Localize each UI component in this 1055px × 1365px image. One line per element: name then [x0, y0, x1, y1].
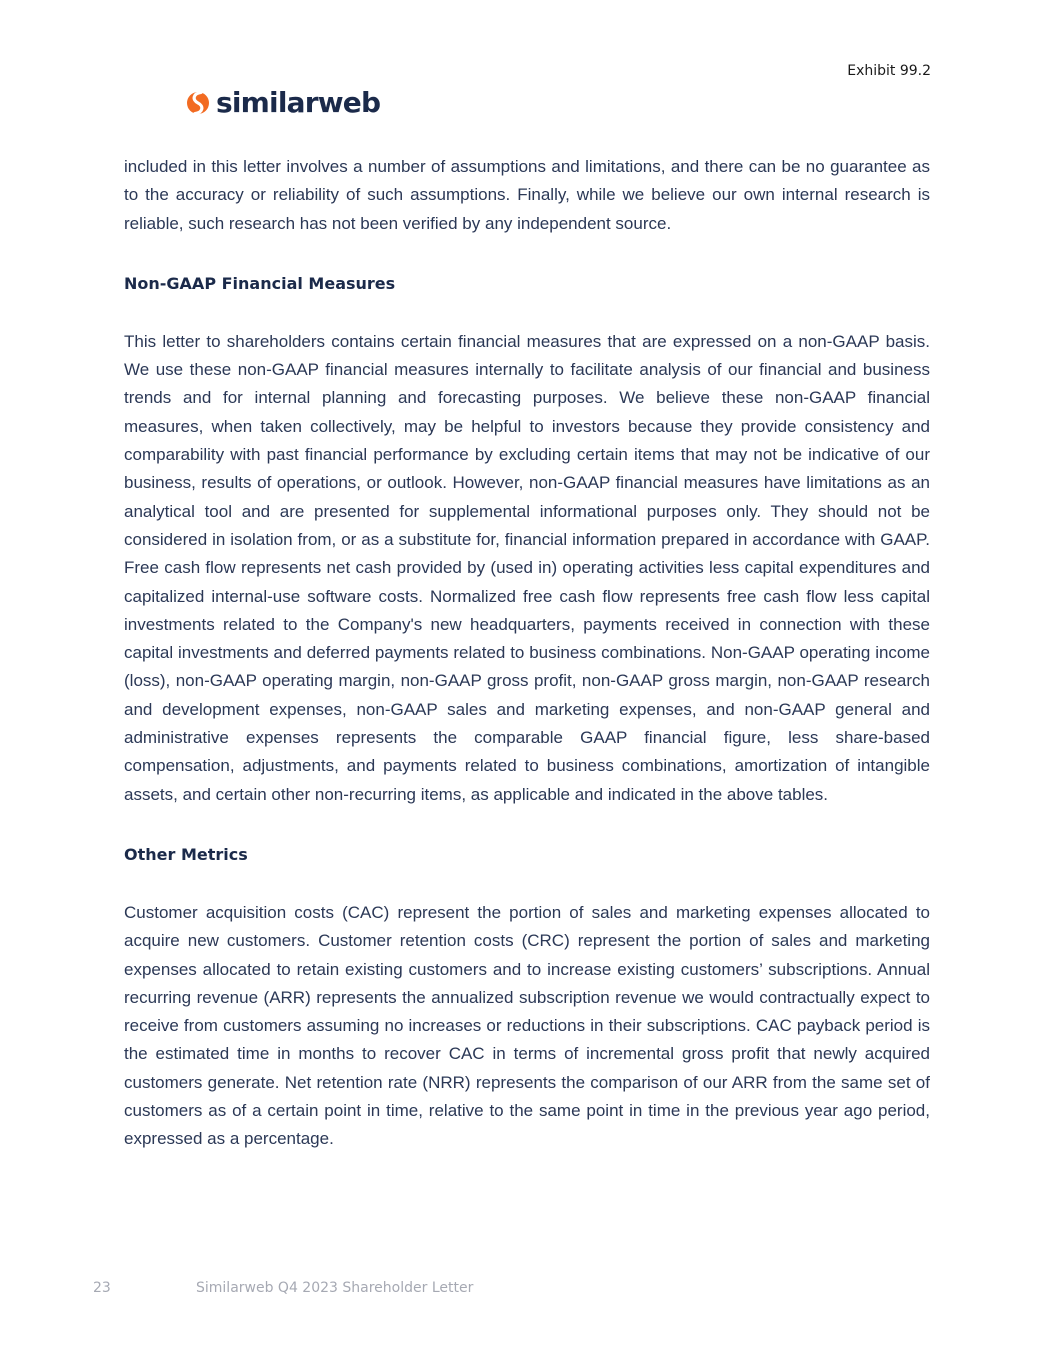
exhibit-label: Exhibit 99.2 — [847, 63, 931, 79]
similarweb-logo-icon — [186, 90, 210, 116]
company-logo — [186, 86, 380, 119]
other-metrics-heading: Other Metrics — [124, 844, 248, 864]
logo-wordmark: similarweb — [216, 86, 381, 119]
other-metrics-paragraph: Customer acquisition costs (CAC) represent the portion of sales and marketing expenses allocated to acquire new customers. Customer retention costs (CRC) represent the portion of sales and marketing expenses allocated to retain existing customers and to increase existing customers’ subscriptions. Annual recurring revenue (ARR) represents the annualized subscription revenue we would contractually expect to receive from customers assuming no increases or reductions in their subscriptions. CAC payback period is the estimated time in months to recover CAC in terms of incremental gross profit that newly acquired customers generate. Net retention rate (NRR) represents the comparison of our ARR from the same set of customers as of a certain point in time, relative to the same point in time in the previous year ago period, expressed as a percentage. — [124, 902, 930, 1149]
non-gaap-paragraph: This letter to shareholders contains certain financial measures that are expressed on a non-GAAP basis. We use these non-GAAP financial measures internally to facilitate analysis of our financial and business trends and for internal planning and forecasting purposes. We believe these non-GAAP financial measures, when taken collectively, may be helpful to investors because they provide consistency and comparability with past financial performance by excluding certain items that may not be indicative of our business, results of operations, or outlook. However, non-GAAP financial measures have limitations as an analytical tool and are presented for supplemental informational purposes only. They should not be considered in isolation from, or as a substitute for, financial information prepared in accordance with GAAP. Free cash flow represents net cash provided by (used in) operating activities less capital expenditures and capitalized internal-use software costs. Normalized free cash flow represents free cash flow less capital investments related to the Company's new headquarters, payments received in connection with these capital investments and deferred payments related to business combinations. Non-GAAP operating income (loss), non-GAAP operating margin, non-GAAP gross profit, non-GAAP gross margin, non-GAAP research and development expenses, non-GAAP sales and marketing expenses, and non-GAAP general and administrative expenses represents the comparable GAAP financial figure, less share-based compensation, adjustments, and payments related to business combinations, amortization of intangible assets, and certain other non-recurring items, as applicable and indicated in the above tables. — [124, 331, 930, 804]
page-content — [124, 153, 930, 1154]
page-number: 23 — [93, 1280, 111, 1296]
non-gaap-heading: Non-GAAP Financial Measures — [124, 273, 396, 293]
intro-paragraph: included in this letter involves a number of assumptions and limitations, and there can be no guarantee as to the accuracy or reliability of such assumptions. Finally, while we believe our own internal research is reliable, such research has not been verified by any independent source. — [124, 157, 930, 233]
footer-document-title: Similarweb Q4 2023 Shareholder Letter — [196, 1280, 474, 1296]
